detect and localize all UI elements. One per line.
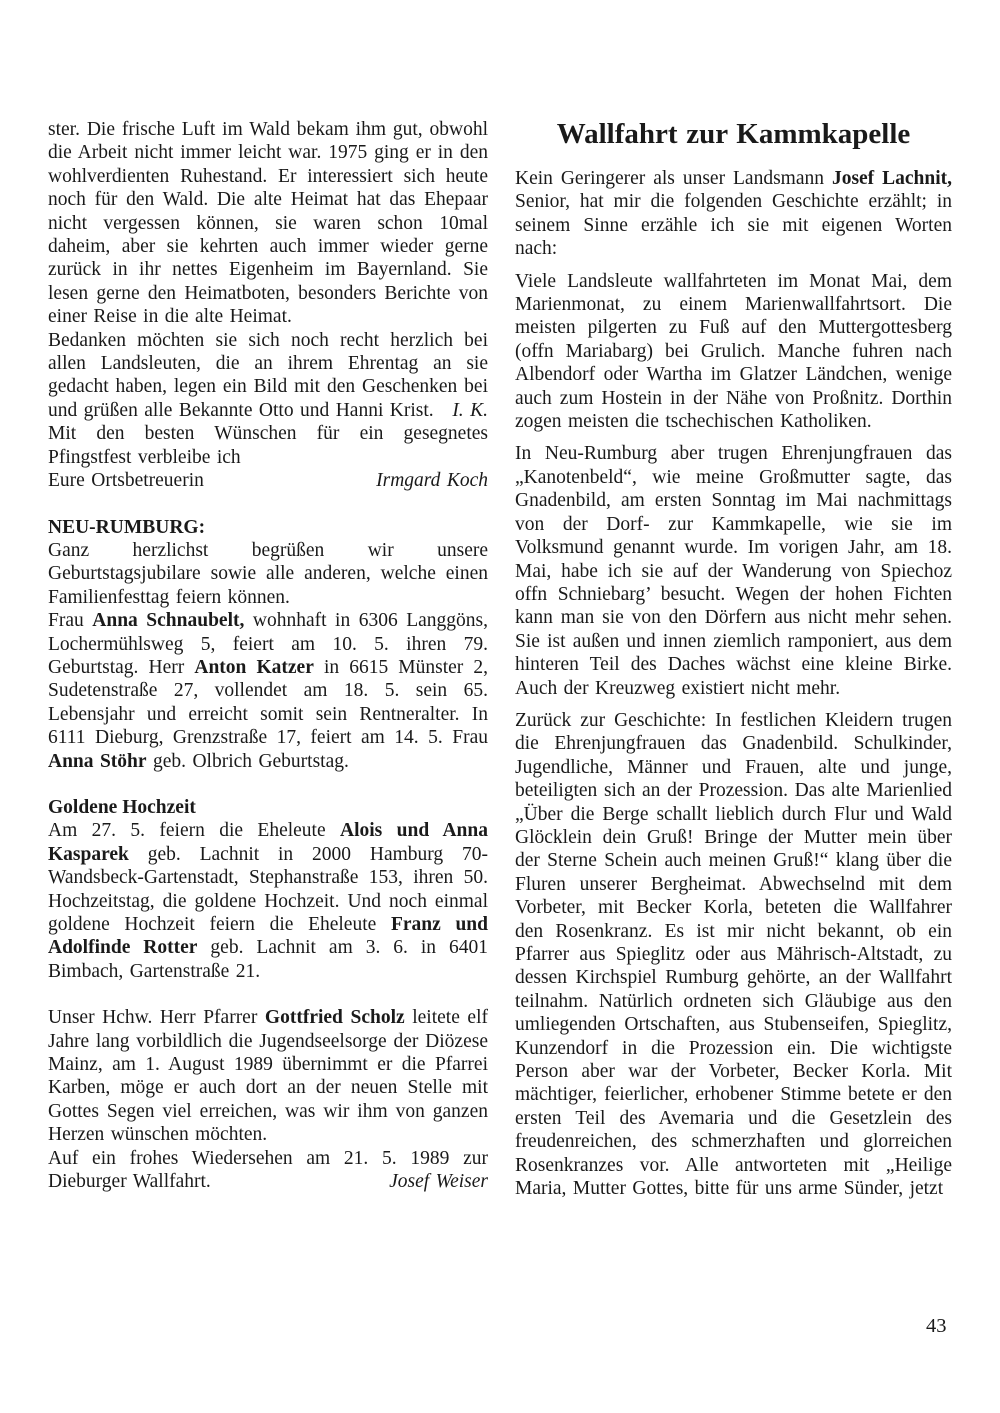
para-wiedersehen xyxy=(48,1147,488,1194)
article-title: Wallfahrt zur Kammkapelle xyxy=(556,118,911,150)
closing-ortsbetreuerin xyxy=(48,469,488,492)
text-run: Alois und Anna Kasparek xyxy=(48,820,488,865)
section-heading-goldene-hochzeit: Goldene Hochzeit xyxy=(48,796,196,818)
para-pfarrer-scholz xyxy=(48,1006,488,1146)
para-ruhestand-continuation xyxy=(48,118,488,329)
para-bedanken xyxy=(48,329,488,423)
text-run: Mit den besten Wünschen für ein gesegnetes Pfingstfest verbleibe ich xyxy=(48,423,488,468)
text-run: wohnhaft in 6306 Langgöns, Lochermühlsweg 5, feiert am 10. 5. ihren 79. Geburtstag. Herr xyxy=(48,610,489,678)
two-column-layout xyxy=(48,118,952,1200)
para-intro-lachnit xyxy=(515,167,952,261)
para-geburtstagsjubilare-intro xyxy=(48,539,488,609)
text-run: Am 27. 5. feiern die Eheleute xyxy=(48,820,340,842)
text-run: Anna Stöhr xyxy=(48,750,147,772)
text-run: leitete elf Jahre lang vorbildlich die Jugendseelsorge der Diözese Mainz, am 1. August 1989 übernimmt er die Pfarrei Karben, möge er auch dort an der neuen Stelle mit Gottes Segen viel erreichen, was wir ihm von ganzen Herzen wünschen möchten. xyxy=(48,1007,488,1146)
text-run: Anna Schnaubelt, xyxy=(92,610,245,632)
text-run: Zurück zur Geschichte: In festlichen Kleidern trugen die Ehrenjungfrauen das Gnadenbild. Schulkinder, Jugendliche, Männer und Frauen, alte und junge, beteiligten sich an der Prozession. Das alte Marienlied „Über die Berge schallt lieblich durch Flur und Wald Glöcklein dein Gruß! Bringe der Mutter mein über der Sterne Schein auch meinen Gruß!“ klang über die Fluren unserer Bergheimat. Abwechselnd mit dem Vorbeter, mit Becker Korla, beteten die Wallfahrer den Rosenkranz. Es ist mir nicht bekannt, ob ein Pfarrer aus Spieglitz oder aus Mährisch-Altstadt, zu dessen Kirchspiel Rumburg gehörte, an der Wallfahrt teilnahm. Natürlich ordneten sich Gläubige aus den umliegenden Ortschaften, aus Stubenseifen, Spieglitz, Kunzendorf in die Prozession ein. Die wichtigste Person aber war der Vorbeter, Becker Korla. Mit mächtiger, feierlicher, erhobener Stimme betete er den ersten Teil des Avemaria und die Gesetzlein des freudenreichen, des schmerzhaften und glorreichen Rosenkranzes vor. Alle antworteten mit „Heilige Maria, Mutter Gottes, bitte für uns arme Sünder, jetzt xyxy=(515,709,952,1200)
text-run: geb. Olbrich Geburtstag. xyxy=(146,750,349,772)
text-run: ster. Die frische Luft im Wald bekam ihm gut, obwohl die Arbeit nicht immer leicht war. 1975 ging er in den wohlverdienten Ruhestand. Er interessiert sich heute noch für den Wald. Die alte Heimat hat das Ehepaar nicht vergessen können, sie waren schon 10mal daheim, aber sie kehrten auch immer wieder gerne zurück in ihr nettes Eigenheim im Bayernland. Sie lesen gerne den Heimatboten, besonders Berichte von einer Reise in die alte Heimat. xyxy=(48,119,488,328)
text-run: Franz und Adolfinde Rotter xyxy=(48,914,488,959)
text-run: Josef Lachnit, xyxy=(831,168,953,189)
text-run: In Neu-Rumburg aber trugen Ehrenjungfrauen das „Kanotenbeld“, wie meine Großmutter sagte, das Gnadenbild, am ersten Sonntag im Mai nachmittags von der Dorf- zur Kammkapelle, wie sie im Volksmund genannt wurde. Im vorigen Jahr, am 18. Mai, habe ich sie auf der Wanderung von Spiechoz offn Schniebarg’ besucht. Wegen der hohen Fichten kann man sie von den Dörfern aus nicht mehr sehen. Sie ist außen und innen ziemlich ramponiert, aus dem hinteren Teil des Daches wächst eine kleine Birke. Auch der Kreuzweg existiert nicht mehr. xyxy=(515,443,952,699)
para-goldene-hochzeiten xyxy=(48,819,488,983)
para-geburtstage xyxy=(48,609,488,773)
signature: Irmgard Koch xyxy=(376,470,488,492)
para-pfingstwuensche xyxy=(48,422,488,469)
signature: I. K. xyxy=(452,399,488,421)
text-run: Viele Landsleute wallfahrteten im Monat Mai, dem Marienmonat, zu einem Marienwallfahrtsort. Die meisten pilgerten zu Fuß auf den Muttergottesberg (offn Mariabarg) bei Grulich. Manche fuhren nach Albendorf oder Wartha im Glatzer Ländchen, wenige auch zum Hostein in der Nähe von Proßnitz. Dorthin zogen meisten die tschechischen Katholiken. xyxy=(515,270,952,433)
section-heading-neu-rumburg: NEU-RUMBURG: xyxy=(48,516,206,538)
text-run: Auf ein frohes Wiedersehen am 21. 5. 1989 zur Dieburger Wallfahrt. xyxy=(48,1147,488,1193)
para-prozession xyxy=(515,709,952,1201)
text-run: Gottfried Scholz xyxy=(264,1007,405,1029)
right-column xyxy=(515,118,952,1200)
text-run: Ganz herzlichst begrüßen wir unsere Geburtstagsjubilare sowie alle anderen, welche einen Familienfesttag feiern können. xyxy=(48,539,488,608)
text-run: geb. Lachnit am 3. 6. in 6401 Bimbach, Gartenstraße 21. xyxy=(48,937,489,982)
para-wallfahrtsorte xyxy=(515,270,952,434)
page-number: 43 xyxy=(926,1315,947,1337)
text-run: Senior, hat mir die folgenden Geschichte erzählt; in seinem Sinne erzähle ich sie mit eigenen Worten nach: xyxy=(515,191,952,260)
text-run: Unser Hchw. Herr Pfarrer xyxy=(48,1007,265,1029)
left-column xyxy=(48,118,488,1200)
signature: Josef Weiser xyxy=(389,1171,488,1193)
text-run: geb. Lachnit in 2000 Hamburg 70-Wandsbeck-Gartenstadt, Stephanstraße 153, ihren 50. Hochzeitstag, die goldene Hochzeit. Und noch einmal goldene Hochzeit feiern die Eheleute xyxy=(48,843,488,935)
para-kanotenbeld xyxy=(515,442,952,699)
text-run: Bedanken möchten sie sich noch recht herzlich bei allen Landsleuten, die an ihrem Ehrentag an sie gedacht haben, legen ein Bild mit den Geschenken bei und grüßen alle Bekannte Otto und Hanni Krist. xyxy=(48,329,488,421)
text-run: Kein Geringerer als unser Landsmann xyxy=(515,168,832,189)
text-run: Eure Ortsbetreuerin xyxy=(48,470,204,492)
text-run: Frau xyxy=(48,610,93,632)
text-run: in 6615 Münster 2, Sudetenstraße 27, vollendet am 18. 5. sein 65. Lebensjahr und erreicht somit sein Rentneralter. In 6111 Dieburg, Grenzstraße 17, feiert am 14. 5. Frau xyxy=(48,656,489,749)
text-run: Anton Katzer xyxy=(194,656,314,678)
